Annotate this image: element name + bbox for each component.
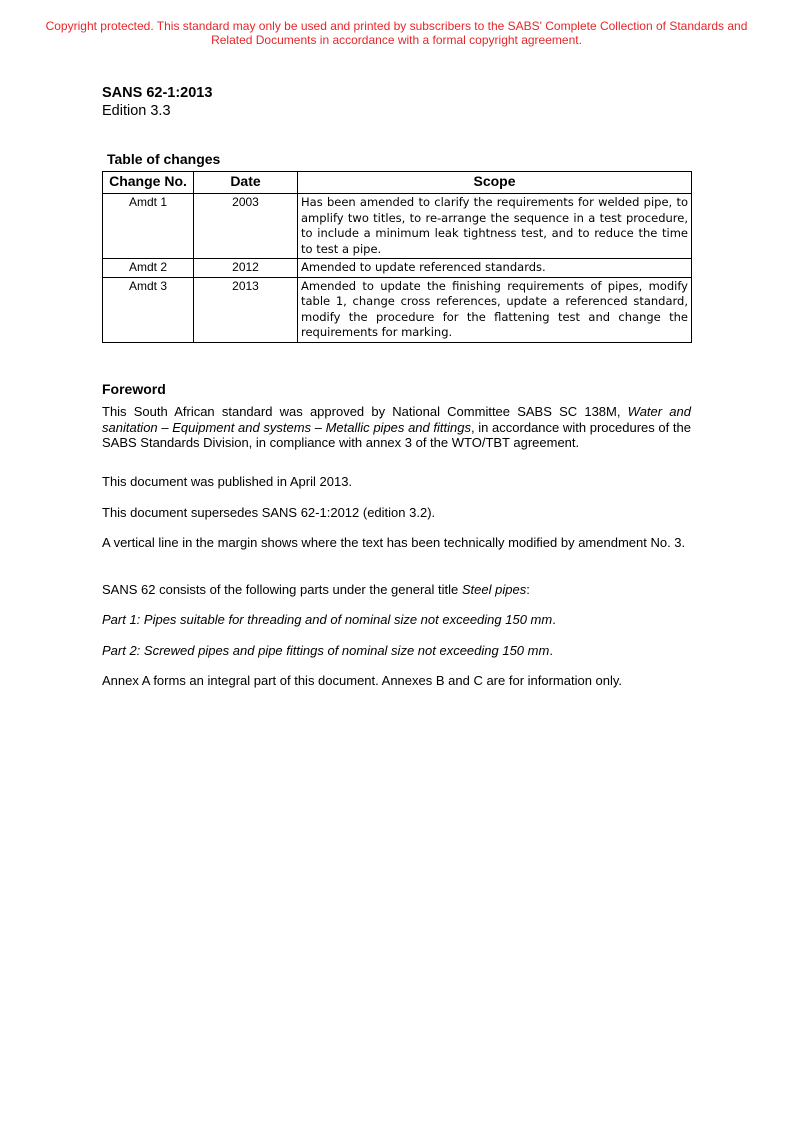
document-edition: Edition 3.3: [102, 103, 171, 119]
change-no-cell: Amdt 3: [103, 277, 194, 342]
table-row: [103, 277, 692, 342]
parts-text-end: :: [526, 582, 530, 597]
copyright-notice: [20, 19, 773, 47]
part-1-text: Part 1: Pipes suitable for threading and of nominal size not exceeding 150 mm: [102, 612, 553, 627]
part-1-title: [102, 612, 691, 628]
approval-text-start: This South African standard was approved by National Committee SABS SC 138M,: [102, 404, 628, 419]
document-id: SANS 62-1:2013: [102, 85, 213, 101]
part-2-period: .: [549, 643, 553, 658]
scope-cell: Amended to update referenced standards.: [298, 259, 692, 278]
general-title: Steel pipes: [461, 582, 527, 597]
foreword-paragraph-annexes: Annex A forms an integral part of this document. Annexes B and C are for information only.: [102, 673, 623, 688]
part-1-period: .: [552, 612, 556, 627]
part-2-title: [102, 643, 691, 659]
scope-cell: Has been amended to clarify the requirements for welded pipe, to amplify two titles, to re-arrange the sequence in a test procedure, to include a minimum leak tightness test, and to reduce the time to test a pipe.: [298, 194, 692, 259]
table-of-changes-title: Table of changes: [107, 151, 221, 167]
foreword-paragraph-supersedes: This document supersedes SANS 62-1:2012 (edition 3.2).: [102, 505, 436, 520]
column-header-scope: Scope: [298, 172, 692, 194]
date-cell: 2013: [194, 277, 298, 342]
column-header-change-no: Change No.: [103, 172, 194, 194]
parts-text-start: SANS 62 consists of the following parts under the general title: [102, 582, 462, 597]
copyright-line-1: Copyright protected. This standard may only be used and printed by subscribers to the SABS' Complete Collection of Standards and: [45, 19, 748, 33]
foreword-heading: Foreword: [102, 381, 166, 397]
approval-text-end: , in accordance with procedures of the SABS Standards Division, in compliance with annex 3 of the WTO/TBT agreement.: [102, 419, 691, 450]
date-cell: 2003: [194, 194, 298, 259]
date-cell: 2012: [194, 259, 298, 278]
table-of-changes: [102, 171, 692, 343]
table-header-row: [103, 172, 692, 194]
copyright-line-2: Related Documents in accordance with a formal copyright agreement.: [211, 33, 582, 47]
committee-title: Water and sanitation – Equipment and systems – Metallic pipes and fittings: [102, 404, 691, 435]
foreword-paragraph-published: This document was published in April 2013.: [102, 474, 353, 489]
foreword-paragraph-approval: [102, 404, 691, 451]
part-2-text: Part 2: Screwed pipes and pipe fittings of nominal size not exceeding 150 mm: [102, 643, 550, 658]
foreword-paragraph-parts: [102, 582, 691, 598]
change-no-cell: Amdt 1: [103, 194, 194, 259]
table-row: [103, 194, 692, 259]
table-row: [103, 259, 692, 278]
foreword-paragraph-amendment-note: A vertical line in the margin shows where the text has been technically modified by amendment No. 3.: [102, 535, 686, 550]
scope-cell: Amended to update the finishing requirements of pipes, modify table 1, change cross references, update a referenced standard, modify the procedure for the flattening test and change the requirements for marking.: [298, 277, 692, 342]
column-header-date: Date: [194, 172, 298, 194]
change-no-cell: Amdt 2: [103, 259, 194, 278]
